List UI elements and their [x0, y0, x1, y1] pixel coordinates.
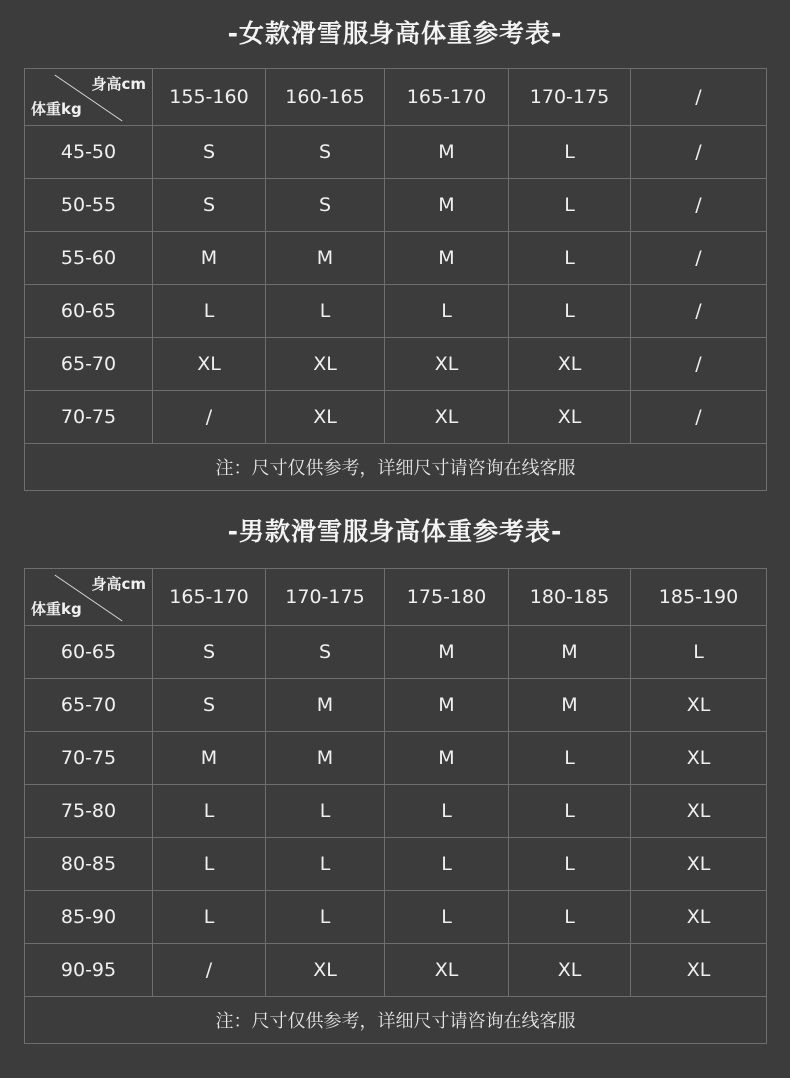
size-cell: L	[631, 626, 767, 679]
size-cell: M	[385, 232, 509, 285]
size-cell: L	[385, 285, 509, 338]
height-header: 160-165	[266, 69, 385, 126]
height-header: 170-175	[509, 69, 631, 126]
size-cell: XL	[509, 944, 631, 997]
size-cell: /	[631, 285, 767, 338]
size-cell: XL	[509, 391, 631, 444]
size-cell: /	[153, 391, 266, 444]
size-cell: M	[385, 126, 509, 179]
size-cell: M	[385, 626, 509, 679]
size-cell: M	[266, 232, 385, 285]
size-cell: M	[266, 732, 385, 785]
men-note-row	[25, 997, 767, 1044]
size-cell: S	[153, 679, 266, 732]
size-cell: XL	[631, 944, 767, 997]
size-cell: XL	[631, 785, 767, 838]
table-row	[25, 232, 767, 285]
men-corner-cell	[25, 569, 153, 626]
corner-weight-label: 体重kg	[31, 100, 82, 118]
women-header-row	[25, 69, 767, 126]
size-cell: /	[153, 944, 266, 997]
size-cell: /	[631, 338, 767, 391]
size-cell: /	[631, 232, 767, 285]
table-row	[25, 179, 767, 232]
size-cell: L	[266, 785, 385, 838]
size-cell: L	[509, 179, 631, 232]
size-cell: XL	[266, 944, 385, 997]
size-cell: L	[153, 891, 266, 944]
table-row	[25, 891, 767, 944]
size-cell: /	[631, 391, 767, 444]
women-chart-title: -女款滑雪服身高体重参考表-	[227, 19, 563, 48]
size-cell: XL	[631, 679, 767, 732]
men-header-row	[25, 569, 767, 626]
weight-range-cell: 85-90	[25, 891, 153, 944]
weight-range-cell: 80-85	[25, 838, 153, 891]
size-cell: L	[509, 126, 631, 179]
table-row	[25, 391, 767, 444]
size-cell: L	[153, 838, 266, 891]
height-header: /	[631, 69, 767, 126]
size-cell: XL	[266, 391, 385, 444]
height-header: 180-185	[509, 569, 631, 626]
size-cell: L	[509, 285, 631, 338]
women-corner-cell	[25, 69, 153, 126]
size-cell: M	[266, 679, 385, 732]
size-cell: M	[509, 626, 631, 679]
size-cell: S	[153, 626, 266, 679]
size-cell: S	[266, 179, 385, 232]
size-cell: M	[385, 732, 509, 785]
height-header: 165-170	[153, 569, 266, 626]
size-cell: L	[385, 891, 509, 944]
men-size-table	[24, 568, 767, 1044]
size-cell: S	[266, 126, 385, 179]
height-header: 155-160	[153, 69, 266, 126]
size-cell: S	[266, 626, 385, 679]
height-header: 185-190	[631, 569, 767, 626]
weight-range-cell: 45-50	[25, 126, 153, 179]
women-note-row	[25, 444, 767, 491]
height-header: 165-170	[385, 69, 509, 126]
size-cell: M	[385, 679, 509, 732]
size-cell: L	[509, 891, 631, 944]
height-header: 170-175	[266, 569, 385, 626]
women-size-table	[24, 68, 767, 491]
size-cell: XL	[631, 838, 767, 891]
size-cell: L	[509, 732, 631, 785]
size-note: 注：尺寸仅供参考，详细尺寸请咨询在线客服	[25, 997, 767, 1044]
table-row	[25, 285, 767, 338]
size-cell: L	[509, 838, 631, 891]
size-cell: L	[153, 785, 266, 838]
size-note: 注：尺寸仅供参考，详细尺寸请咨询在线客服	[25, 444, 767, 491]
table-row	[25, 732, 767, 785]
size-cell: XL	[385, 391, 509, 444]
size-cell: L	[266, 285, 385, 338]
size-cell: M	[153, 732, 266, 785]
size-cell: L	[266, 891, 385, 944]
size-cell: L	[509, 785, 631, 838]
weight-range-cell: 65-70	[25, 338, 153, 391]
size-cell: S	[153, 179, 266, 232]
table-row	[25, 126, 767, 179]
table-row	[25, 838, 767, 891]
weight-range-cell: 70-75	[25, 732, 153, 785]
size-cell: XL	[631, 732, 767, 785]
table-row	[25, 338, 767, 391]
size-cell: XL	[509, 338, 631, 391]
table-row	[25, 944, 767, 997]
size-cell: L	[266, 838, 385, 891]
weight-range-cell: 55-60	[25, 232, 153, 285]
size-cell: L	[153, 285, 266, 338]
size-cell: L	[385, 785, 509, 838]
weight-range-cell: 50-55	[25, 179, 153, 232]
corner-height-label: 身高cm	[91, 75, 146, 93]
weight-range-cell: 75-80	[25, 785, 153, 838]
height-header: 175-180	[385, 569, 509, 626]
size-cell: /	[631, 179, 767, 232]
size-cell: XL	[631, 891, 767, 944]
size-cell: XL	[153, 338, 266, 391]
weight-range-cell: 70-75	[25, 391, 153, 444]
table-row	[25, 626, 767, 679]
table-row	[25, 785, 767, 838]
size-cell: XL	[385, 338, 509, 391]
weight-range-cell: 60-65	[25, 626, 153, 679]
size-cell: XL	[385, 944, 509, 997]
size-cell: M	[509, 679, 631, 732]
size-cell: L	[509, 232, 631, 285]
size-cell: M	[153, 232, 266, 285]
weight-range-cell: 60-65	[25, 285, 153, 338]
size-cell: /	[631, 126, 767, 179]
table-row	[25, 679, 767, 732]
corner-weight-label: 体重kg	[31, 600, 82, 618]
corner-height-label: 身高cm	[91, 575, 146, 593]
size-cell: S	[153, 126, 266, 179]
weight-range-cell: 90-95	[25, 944, 153, 997]
size-cell: XL	[266, 338, 385, 391]
size-cell: M	[385, 179, 509, 232]
size-cell: L	[385, 838, 509, 891]
men-chart-title: -男款滑雪服身高体重参考表-	[227, 517, 563, 546]
weight-range-cell: 65-70	[25, 679, 153, 732]
